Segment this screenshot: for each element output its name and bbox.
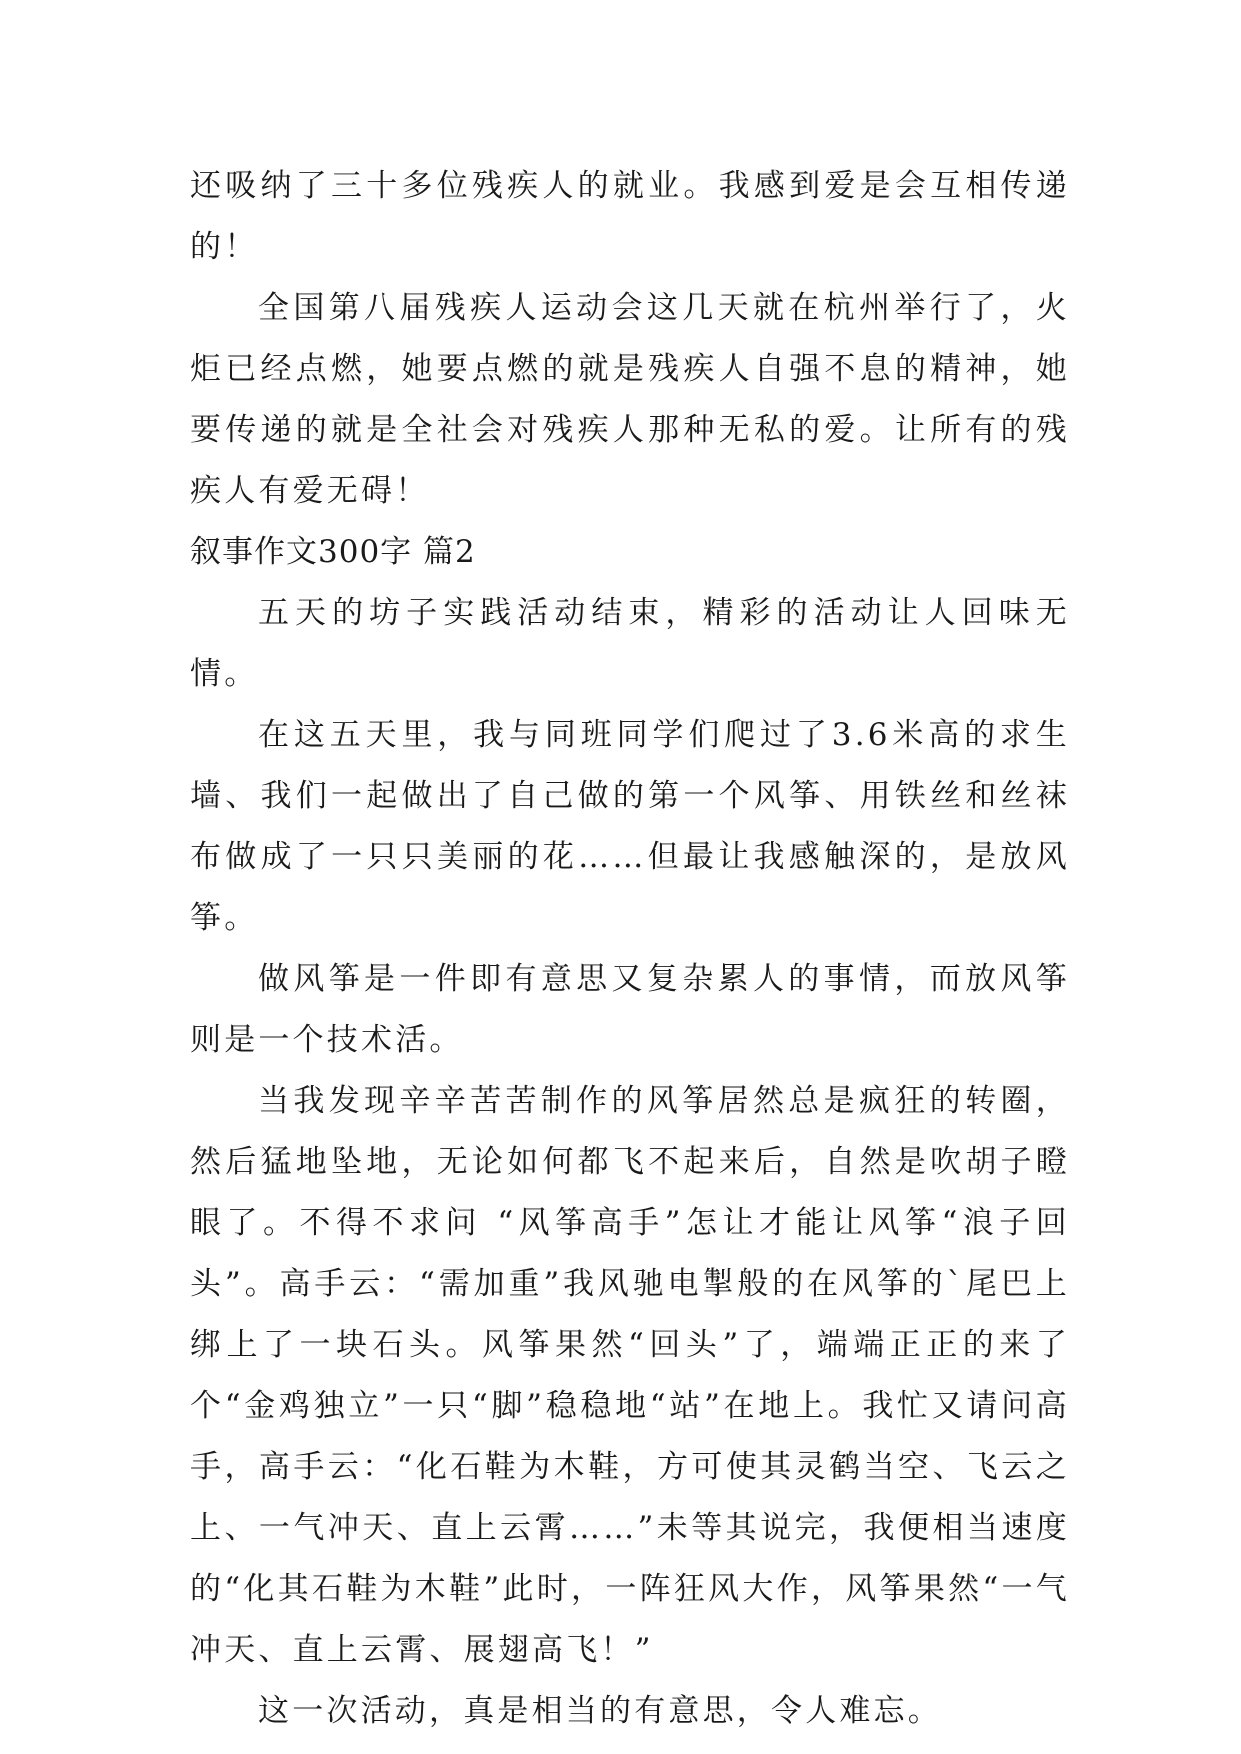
document-body	[190, 156, 1070, 1742]
paragraph-continued: 还吸纳了三十多位残疾人的就业。我感到爱是会互相传递的！	[190, 168, 1070, 265]
paragraph-activity-end: 五天的坊子实践活动结束，精彩的活动让人回味无情。	[190, 595, 1070, 692]
paragraph-kite-making: 做风筝是一件即有意思又复杂累人的事情，而放风筝则是一个技术活。	[190, 961, 1070, 1058]
section-heading: 叙事作文300字 篇2	[190, 534, 476, 570]
paragraph-five-days: 在这五天里，我与同班同学们爬过了3.6米高的求生墙、我们一起做出了自己做的第一个风筝、用铁丝和丝袜布做成了一只只美丽的花……但最让我感触深的，是放风筝。	[190, 717, 1070, 936]
paragraph-conclusion: 这一次活动，真是相当的有意思，令人难忘。	[258, 1693, 942, 1729]
paragraph-kite-flying: 当我发现辛辛苦苦制作的风筝居然总是疯狂的转圈，然后猛地坠地，无论如何都飞不起来后，自然是吹胡子瞪眼了。不得不求问 “风筝高手”怎让才能让风筝“浪子回头”。高手云：“需加重”我风驰电掣般的在风筝的`尾巴上绑上了一块石头。风筝果然“回头”了，端端正正的来了个“金鸡独立”一只“脚”稳稳地“站”在地上。我忙又请问高手，高手云：“化石鞋为木鞋，方可使其灵鹤当空、飞云之上、一气冲天、直上云霄……”未等其说完，我便相当速度的“化其石鞋为木鞋”此时，一阵狂风大作，风筝果然“一气冲天、直上云霄、展翅高飞！”	[190, 1083, 1070, 1668]
paragraph-paralympics: 全国第八届残疾人运动会这几天就在杭州举行了，火炬已经点燃，她要点燃的就是残疾人自强不息的精神，她要传递的就是全社会对残疾人那种无私的爱。让所有的残疾人有爱无碍！	[190, 290, 1070, 509]
